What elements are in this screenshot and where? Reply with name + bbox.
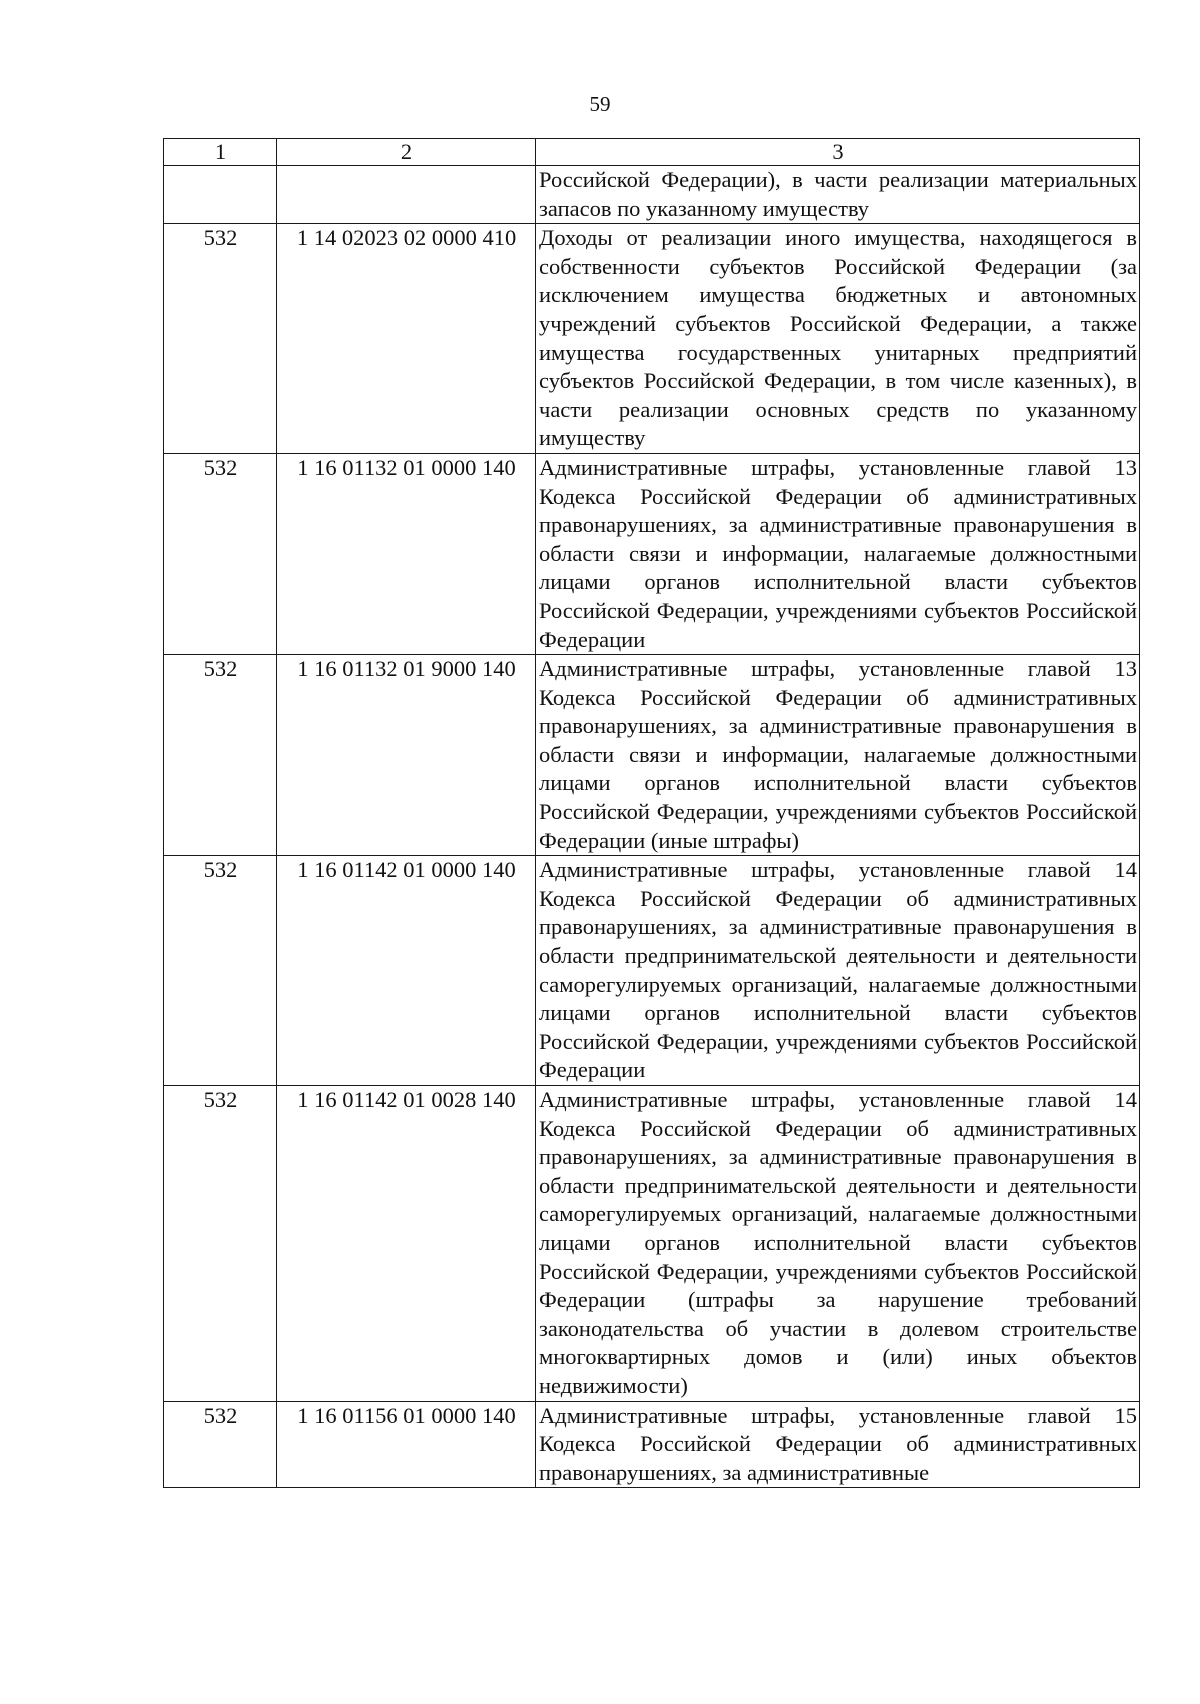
description-cell: Административные штрафы, установленные главой 14 Кодекса Российской Федерации об административных правонарушениях, за административные правонарушения в области предпринимательской деятельности и деятельности саморегулируемых организаций, налагаемые должностными лицами органов исполнительной власти субъектов Российской Федерации, учреждениями субъектов Российской Федерации [536,856,1140,1086]
table-row [164,453,1140,654]
revenue-code-cell: 1 16 01142 01 0028 140 [277,1086,536,1402]
admin-code-cell: 532 [164,1401,277,1488]
page-number: 59 [589,92,611,116]
revenue-code-cell: 1 16 01156 01 0000 140 [277,1401,536,1488]
description-cell: Доходы от реализации иного имущества, находящегося в собственности субъектов Российской Федерации (за исключением имущества бюджетных и автономных учреждений субъектов Российской Федерации, а также имущества государственных унитарных предприятий субъектов Российской Федерации, в том числе казенных), в части реализации основных средств по указанному имуществу [536,224,1140,454]
table-row [164,655,1140,856]
table-row [164,1086,1140,1402]
revenue-code-cell [277,166,536,224]
description-cell: Российской Федерации), в части реализации материальных запасов по указанному имуществу [536,166,1140,224]
table-row [164,166,1140,224]
admin-code-cell: 532 [164,856,277,1086]
description-cell: Административные штрафы, установленные главой 14 Кодекса Российской Федерации об административных правонарушениях, за административные правонарушения в области предпринимательской деятельности и деятельности саморегулируемых организаций, налагаемые должностными лицами органов исполнительной власти субъектов Российской Федерации, учреждениями субъектов Российской Федерации (штрафы за нарушение требований законодательства об участии в долевом строительстве многоквартирных домов и (или) иных объектов недвижимости) [536,1086,1140,1402]
admin-code-cell [164,166,277,224]
column-header-3: 3 [536,139,1140,166]
revenue-code-cell: 1 14 02023 02 0000 410 [277,224,536,454]
admin-code-cell: 532 [164,453,277,654]
column-header-1: 1 [164,139,277,166]
admin-code-cell: 532 [164,655,277,856]
revenue-code-cell: 1 16 01142 01 0000 140 [277,856,536,1086]
revenue-codes-table [163,138,1140,1488]
description-cell: Административные штрафы, установленные главой 13 Кодекса Российской Федерации об административных правонарушениях, за административные правонарушения в области связи и информации, налагаемые должностными лицами органов исполнительной власти субъектов Российской Федерации, учреждениями субъектов Российской Федерации [536,453,1140,654]
table-row [164,224,1140,454]
table-row [164,1401,1140,1488]
description-cell: Административные штрафы, установленные главой 15 Кодекса Российской Федерации об административных правонарушениях, за административные [536,1401,1140,1488]
revenue-code-cell: 1 16 01132 01 9000 140 [277,655,536,856]
table-row [164,856,1140,1086]
column-header-2: 2 [277,139,536,166]
description-cell: Административные штрафы, установленные главой 13 Кодекса Российской Федерации об административных правонарушениях, за административные правонарушения в области связи и информации, налагаемые должностными лицами органов исполнительной власти субъектов Российской Федерации, учреждениями субъектов Российской Федерации (иные штрафы) [536,655,1140,856]
revenue-code-cell: 1 16 01132 01 0000 140 [277,453,536,654]
admin-code-cell: 532 [164,224,277,454]
table-header-row [164,139,1140,166]
admin-code-cell: 532 [164,1086,277,1402]
